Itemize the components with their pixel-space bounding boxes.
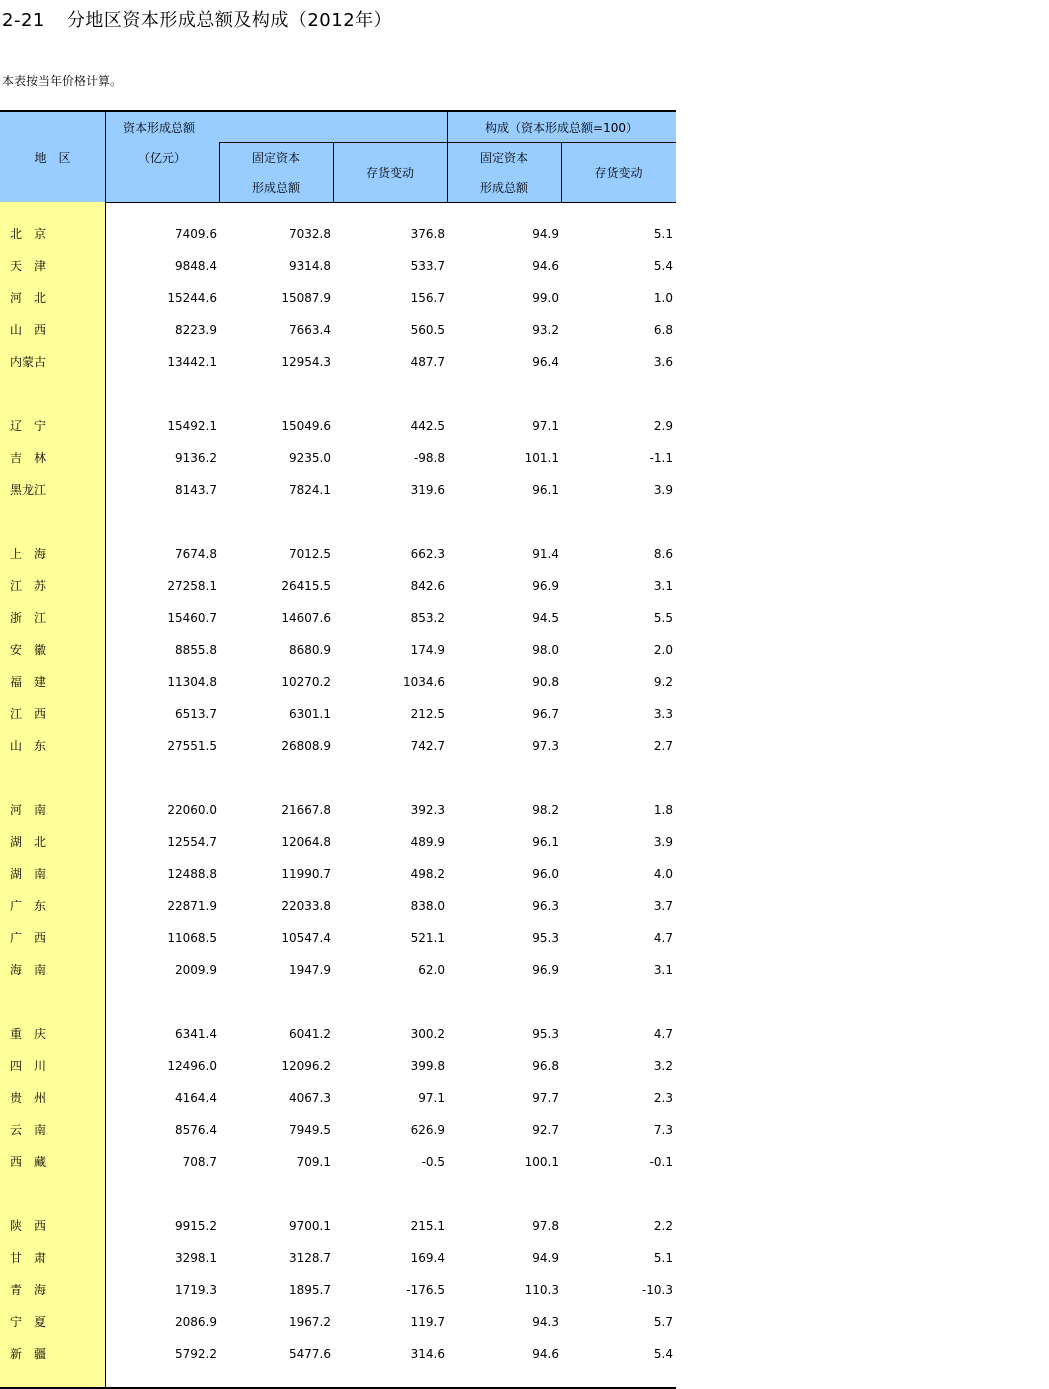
cell-fixed: 7663.4 xyxy=(289,323,331,337)
cell-total: 708.7 xyxy=(182,1155,217,1169)
cell-region: 河 南 xyxy=(10,803,47,817)
table-header xyxy=(0,112,676,202)
cell-pct-fixed: 98.2 xyxy=(532,803,559,817)
cell-fixed: 8680.9 xyxy=(289,643,331,657)
cell-pct-fixed: 96.9 xyxy=(532,579,559,593)
cell-fixed: 26415.5 xyxy=(281,579,331,593)
cell-total: 1719.3 xyxy=(175,1283,217,1297)
table-note: 本表按当年价格计算。 xyxy=(2,74,123,88)
cell-fixed: 3128.7 xyxy=(289,1251,331,1265)
cell-pct-inventory: -0.1 xyxy=(649,1155,673,1169)
cell-total: 13442.1 xyxy=(167,355,217,369)
cell-inventory: 853.2 xyxy=(410,611,445,625)
cell-pct-inventory: 1.8 xyxy=(653,803,673,817)
cell-region: 湖 北 xyxy=(10,835,47,849)
table-row xyxy=(0,442,676,474)
cell-fixed: 6041.2 xyxy=(289,1027,331,1041)
header-fixed-line1-label: 固定资本 xyxy=(251,150,300,165)
cell-fixed: 10547.4 xyxy=(281,931,331,945)
cell-pct-inventory: 3.9 xyxy=(653,483,673,497)
cell-inventory: 521.1 xyxy=(410,931,445,945)
cell-fixed: 11990.7 xyxy=(281,867,331,881)
cell-pct-inventory: 5.1 xyxy=(653,1251,673,1265)
table-row xyxy=(0,314,676,346)
cell-pct-inventory: 5.5 xyxy=(653,611,673,625)
cell-fixed: 26808.9 xyxy=(281,739,331,753)
header-divider xyxy=(447,112,448,202)
cell-region: 江 西 xyxy=(10,707,47,721)
cell-fixed: 7824.1 xyxy=(289,483,331,497)
cell-inventory: 842.6 xyxy=(410,579,445,593)
cell-fixed: 7012.5 xyxy=(289,547,331,561)
cell-total: 9848.4 xyxy=(175,259,217,273)
cell-total: 4164.4 xyxy=(175,1091,217,1105)
cell-total: 15244.6 xyxy=(167,291,217,305)
cell-total: 11068.5 xyxy=(167,931,217,945)
cell-region: 福 建 xyxy=(10,675,47,689)
table-row xyxy=(0,570,676,602)
cell-pct-fixed: 97.3 xyxy=(532,739,559,753)
cell-pct-fixed: 94.5 xyxy=(532,611,559,625)
cell-pct-fixed: 96.1 xyxy=(532,835,559,849)
cell-pct-inventory: 2.9 xyxy=(653,419,673,433)
cell-inventory: 156.7 xyxy=(410,291,445,305)
cell-region: 内蒙古 xyxy=(10,355,47,369)
cell-inventory: 319.6 xyxy=(410,483,445,497)
cell-fixed: 5477.6 xyxy=(289,1347,331,1361)
cell-total: 8223.9 xyxy=(175,323,217,337)
cell-region: 上 海 xyxy=(10,547,47,561)
cell-pct-inventory: 2.7 xyxy=(653,739,673,753)
header-comp-fixed-line2 xyxy=(447,172,561,202)
cell-pct-inventory: 4.7 xyxy=(653,1027,673,1041)
header-region xyxy=(0,112,105,202)
cell-fixed: 1947.9 xyxy=(289,963,331,977)
cell-region: 宁 夏 xyxy=(10,1315,47,1329)
table-row xyxy=(0,794,676,826)
cell-pct-fixed: 96.8 xyxy=(532,1059,559,1073)
header-region-label: 地 区 xyxy=(34,150,71,165)
table-row xyxy=(0,730,676,762)
header-comp-fixed-line1 xyxy=(447,142,561,172)
cell-fixed: 709.1 xyxy=(296,1155,331,1169)
cell-pct-fixed: 94.9 xyxy=(532,227,559,241)
cell-pct-inventory: 3.7 xyxy=(653,899,673,913)
cell-pct-fixed: 97.1 xyxy=(532,419,559,433)
cell-region: 广 西 xyxy=(10,931,47,945)
cell-region: 天 津 xyxy=(10,259,47,273)
table-row xyxy=(0,1274,676,1306)
cell-region: 云 南 xyxy=(10,1123,47,1137)
cell-inventory: 97.1 xyxy=(418,1091,445,1105)
cell-pct-fixed: 94.3 xyxy=(532,1315,559,1329)
cell-region: 北 京 xyxy=(10,227,47,241)
cell-pct-inventory: 9.2 xyxy=(653,675,673,689)
table-row xyxy=(0,1114,676,1146)
cell-pct-fixed: 99.0 xyxy=(532,291,559,305)
page-title xyxy=(2,6,392,32)
cell-total: 8855.8 xyxy=(175,643,217,657)
table-row xyxy=(0,1018,676,1050)
cell-pct-fixed: 94.9 xyxy=(532,1251,559,1265)
cell-pct-fixed: 95.3 xyxy=(532,1027,559,1041)
cell-region: 浙 江 xyxy=(10,611,47,625)
table-row xyxy=(0,1306,676,1338)
table-row xyxy=(0,602,676,634)
cell-inventory: 662.3 xyxy=(410,547,445,561)
table-row xyxy=(0,474,676,506)
cell-region: 甘 肃 xyxy=(10,1251,47,1265)
cell-region: 山 西 xyxy=(10,323,47,337)
cell-region: 山 东 xyxy=(10,739,47,753)
cell-fixed: 1967.2 xyxy=(289,1315,331,1329)
cell-region: 吉 林 xyxy=(10,451,47,465)
cell-total: 6513.7 xyxy=(175,707,217,721)
cell-total: 2086.9 xyxy=(175,1315,217,1329)
cell-inventory: -98.8 xyxy=(413,451,445,465)
cell-pct-inventory: -1.1 xyxy=(649,451,673,465)
cell-inventory: 442.5 xyxy=(410,419,445,433)
cell-total: 12488.8 xyxy=(167,867,217,881)
cell-fixed: 14607.6 xyxy=(281,611,331,625)
header-comp-fixed-line1-label: 固定资本 xyxy=(479,150,528,165)
cell-pct-fixed: 91.4 xyxy=(532,547,559,561)
cell-total: 7674.8 xyxy=(175,547,217,561)
table-row xyxy=(0,890,676,922)
cell-fixed: 1895.7 xyxy=(289,1283,331,1297)
cell-region: 广 东 xyxy=(10,899,47,913)
header-divider xyxy=(447,142,676,143)
cell-fixed: 22033.8 xyxy=(281,899,331,913)
table-row xyxy=(0,858,676,890)
table-row xyxy=(0,538,676,570)
cell-region: 江 苏 xyxy=(10,579,47,593)
cell-total: 27551.5 xyxy=(167,739,217,753)
table-row xyxy=(0,1338,676,1370)
cell-pct-fixed: 95.3 xyxy=(532,931,559,945)
cell-pct-inventory: 3.9 xyxy=(653,835,673,849)
cell-fixed: 21667.8 xyxy=(281,803,331,817)
cell-pct-fixed: 96.0 xyxy=(532,867,559,881)
header-total xyxy=(105,112,447,142)
cell-pct-inventory: 4.7 xyxy=(653,931,673,945)
cell-pct-inventory: 5.4 xyxy=(653,1347,673,1361)
cell-pct-inventory: 4.0 xyxy=(653,867,673,881)
cell-region: 四 川 xyxy=(10,1059,47,1073)
cell-inventory: 498.2 xyxy=(410,867,445,881)
cell-total: 12496.0 xyxy=(167,1059,217,1073)
table-row xyxy=(0,346,676,378)
table-row xyxy=(0,666,676,698)
cell-inventory: 742.7 xyxy=(410,739,445,753)
table-row xyxy=(0,634,676,666)
cell-inventory: 376.8 xyxy=(410,227,445,241)
cell-pct-inventory: 5.4 xyxy=(653,259,673,273)
cell-inventory: 300.2 xyxy=(410,1027,445,1041)
cell-inventory: 119.7 xyxy=(410,1315,445,1329)
cell-total: 27258.1 xyxy=(167,579,217,593)
cell-pct-fixed: 90.8 xyxy=(532,675,559,689)
cell-region: 湖 南 xyxy=(10,867,47,881)
table-row xyxy=(0,282,676,314)
cell-inventory: 314.6 xyxy=(410,1347,445,1361)
cell-pct-inventory: 7.3 xyxy=(653,1123,673,1137)
cell-fixed: 9700.1 xyxy=(289,1219,331,1233)
cell-inventory: -176.5 xyxy=(406,1283,445,1297)
cell-inventory: 626.9 xyxy=(410,1123,445,1137)
cell-pct-inventory: 2.3 xyxy=(653,1091,673,1105)
cell-fixed: 6301.1 xyxy=(289,707,331,721)
table-row xyxy=(0,922,676,954)
cell-fixed: 12096.2 xyxy=(281,1059,331,1073)
header-comp-fixed-line2-label: 形成总额 xyxy=(479,180,528,195)
cell-fixed: 4067.3 xyxy=(289,1091,331,1105)
cell-pct-inventory: 3.1 xyxy=(653,963,673,977)
cell-pct-fixed: 96.3 xyxy=(532,899,559,913)
cell-pct-fixed: 96.4 xyxy=(532,355,559,369)
cell-fixed: 15049.6 xyxy=(281,419,331,433)
table-row xyxy=(0,218,676,250)
table-title: 分地区资本形成总额及构成（2012年） xyxy=(66,10,393,31)
table-row xyxy=(0,1082,676,1114)
cell-region: 黑龙江 xyxy=(10,483,47,497)
cell-inventory: 489.9 xyxy=(410,835,445,849)
table-number: 2-21 xyxy=(2,10,45,31)
cell-total: 6341.4 xyxy=(175,1027,217,1041)
cell-pct-fixed: 100.1 xyxy=(524,1155,559,1169)
header-total-unit-label: （亿元） xyxy=(137,150,186,165)
cell-region: 重 庆 xyxy=(10,1027,47,1041)
header-comp-inventory-label: 存货变动 xyxy=(594,165,643,180)
cell-total: 11304.8 xyxy=(167,675,217,689)
cell-region: 河 北 xyxy=(10,291,47,305)
cell-pct-fixed: 94.6 xyxy=(532,1347,559,1361)
cell-total: 9915.2 xyxy=(175,1219,217,1233)
cell-pct-fixed: 92.7 xyxy=(532,1123,559,1137)
cell-inventory: 212.5 xyxy=(410,707,445,721)
cell-inventory: 560.5 xyxy=(410,323,445,337)
header-total-label: 资本形成总额 xyxy=(123,120,196,135)
cell-pct-fixed: 97.8 xyxy=(532,1219,559,1233)
cell-total: 8143.7 xyxy=(175,483,217,497)
table-row xyxy=(0,410,676,442)
header-fixed-line2-label: 形成总额 xyxy=(251,180,300,195)
table-body xyxy=(0,202,676,1387)
header-inventory xyxy=(333,142,447,202)
cell-pct-inventory: 2.2 xyxy=(653,1219,673,1233)
header-comp-inventory xyxy=(561,142,676,202)
header-fixed-line2 xyxy=(219,172,333,202)
cell-pct-inventory: 3.6 xyxy=(653,355,673,369)
cell-inventory: 838.0 xyxy=(410,899,445,913)
cell-fixed: 10270.2 xyxy=(281,675,331,689)
cell-region: 海 南 xyxy=(10,963,47,977)
cell-pct-fixed: 110.3 xyxy=(524,1283,559,1297)
cell-total: 2009.9 xyxy=(175,963,217,977)
header-inventory-label: 存货变动 xyxy=(365,165,414,180)
cell-inventory: 533.7 xyxy=(410,259,445,273)
cell-total: 22060.0 xyxy=(167,803,217,817)
header-composition xyxy=(447,112,676,142)
header-composition-label: 构成（资本形成总额=100） xyxy=(485,120,638,135)
cell-pct-inventory: 3.2 xyxy=(653,1059,673,1073)
header-divider xyxy=(561,142,562,202)
cell-pct-fixed: 93.2 xyxy=(532,323,559,337)
cell-pct-fixed: 96.7 xyxy=(532,707,559,721)
cell-inventory: -0.5 xyxy=(421,1155,445,1169)
cell-total: 7409.6 xyxy=(175,227,217,241)
cell-pct-fixed: 97.7 xyxy=(532,1091,559,1105)
cell-pct-inventory: 5.7 xyxy=(653,1315,673,1329)
cell-inventory: 169.4 xyxy=(410,1251,445,1265)
header-divider xyxy=(219,142,447,143)
cell-fixed: 9314.8 xyxy=(289,259,331,273)
cell-inventory: 399.8 xyxy=(410,1059,445,1073)
cell-total: 3298.1 xyxy=(175,1251,217,1265)
cell-fixed: 12954.3 xyxy=(281,355,331,369)
table-row xyxy=(0,1242,676,1274)
cell-region: 陕 西 xyxy=(10,1219,47,1233)
cell-total: 15492.1 xyxy=(167,419,217,433)
cell-region: 贵 州 xyxy=(10,1091,47,1105)
cell-fixed: 15087.9 xyxy=(281,291,331,305)
cell-total: 9136.2 xyxy=(175,451,217,465)
cell-pct-inventory: 8.6 xyxy=(653,547,673,561)
cell-fixed: 7032.8 xyxy=(289,227,331,241)
table-row xyxy=(0,1210,676,1242)
cell-pct-inventory: 3.1 xyxy=(653,579,673,593)
cell-pct-inventory: 5.1 xyxy=(653,227,673,241)
cell-region: 西 藏 xyxy=(10,1155,47,1169)
table-row xyxy=(0,826,676,858)
cell-pct-inventory: 3.3 xyxy=(653,707,673,721)
table-row xyxy=(0,1146,676,1178)
header-divider xyxy=(333,142,334,202)
cell-fixed: 7949.5 xyxy=(289,1123,331,1137)
cell-total: 5792.2 xyxy=(175,1347,217,1361)
cell-region: 辽 宁 xyxy=(10,419,47,433)
cell-inventory: 392.3 xyxy=(410,803,445,817)
cell-fixed: 12064.8 xyxy=(281,835,331,849)
cell-total: 15460.7 xyxy=(167,611,217,625)
cell-pct-inventory: 1.0 xyxy=(653,291,673,305)
cell-pct-fixed: 96.9 xyxy=(532,963,559,977)
cell-inventory: 62.0 xyxy=(418,963,445,977)
cell-fixed: 9235.0 xyxy=(289,451,331,465)
header-fixed-line1 xyxy=(219,142,333,172)
cell-inventory: 487.7 xyxy=(410,355,445,369)
cell-pct-inventory: -10.3 xyxy=(641,1283,673,1297)
cell-inventory: 1034.6 xyxy=(403,675,445,689)
cell-total: 12554.7 xyxy=(167,835,217,849)
table-row xyxy=(0,698,676,730)
cell-pct-fixed: 101.1 xyxy=(524,451,559,465)
cell-region: 青 海 xyxy=(10,1283,47,1297)
cell-pct-inventory: 2.0 xyxy=(653,643,673,657)
header-divider xyxy=(105,112,106,202)
cell-pct-inventory: 6.8 xyxy=(653,323,673,337)
cell-total: 8576.4 xyxy=(175,1123,217,1137)
header-divider xyxy=(219,142,220,202)
cell-pct-fixed: 94.6 xyxy=(532,259,559,273)
header-total-unit xyxy=(105,142,219,172)
cell-region: 新 疆 xyxy=(10,1347,47,1361)
cell-region: 安 徽 xyxy=(10,643,47,657)
cell-inventory: 174.9 xyxy=(410,643,445,657)
table-row xyxy=(0,954,676,986)
table-row xyxy=(0,250,676,282)
cell-pct-fixed: 98.0 xyxy=(532,643,559,657)
cell-inventory: 215.1 xyxy=(410,1219,445,1233)
table-row xyxy=(0,1050,676,1082)
cell-pct-fixed: 96.1 xyxy=(532,483,559,497)
cell-total: 22871.9 xyxy=(167,899,217,913)
